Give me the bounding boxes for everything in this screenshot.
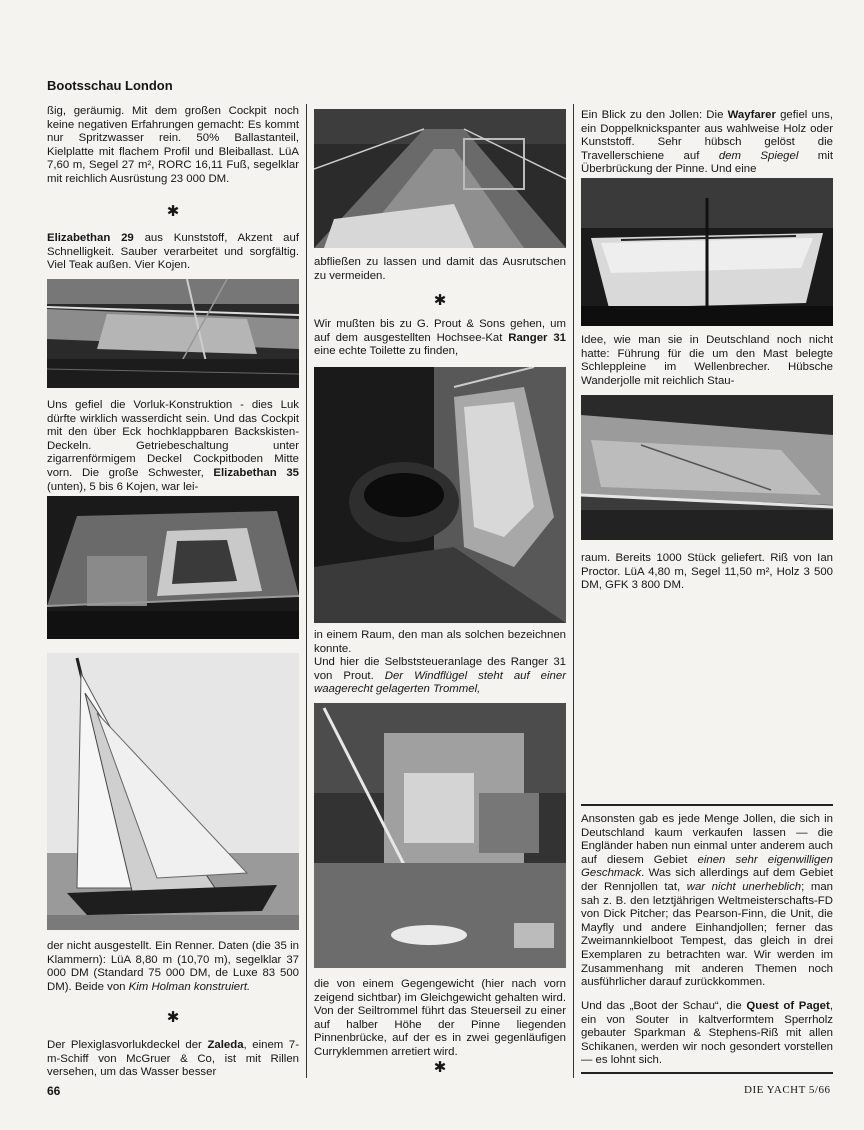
photo-ranger-31-self-steering [314,703,566,968]
photo-zaleda-foredeck [314,109,566,248]
article-paragraph: Der Plexiglasvorlukdeckel der Zaleda, einem 7-m-Schiff von McGruer & Co, ist mit Rillen versehen, um das Wasser besser [47,1039,299,1079]
article-paragraph: die von einem Gegengewicht (hier nach vorn zeigend sichtbar) im Gleichgewicht gehalten wird. Von der Seiltrommel führt das Steuerseil zu einer auf halber Höhe der Pinne liegenden Pinnenbrücke, auf der es in zwei gegenläufigen Curryklemmen arretiert wird. [314,978,566,1058]
separator-star-icon: ✱ [166,1009,180,1026]
photo-elizabethan-35-cockpit [47,496,299,639]
separator-star-icon: ✱ [166,203,180,220]
section-divider [581,804,833,806]
photo-zaleda-sailing [47,653,299,930]
bottom-rule [581,1072,833,1074]
photo-wayfarer-stern [581,178,833,326]
article-paragraph: Uns gefiel die Vorluk-Konstruktion - dies Luk dürfte wirklich wasserdicht sein. Und das Cockpit mit den über Eck hochklappbaren Backskisten-Deckeln. Getriebeschaltung unter zigarrenförmigem Deckel Cockpitboden Mitte vorn. Die große Schwester, Elizabethan 35 (unten), 5 bis 6 Kojen, war lei- [47,399,299,493]
article-paragraph: der nicht ausgestellt. Ein Renner. Daten (die 35 in Klammern): LüA 8,80 m (10,70 m), segelklar 37 000 DM (Standard 75 000 DM, de Luxe 83 500 DM). Beide von Kim Holman konstruiert. [47,940,299,993]
article-paragraph: in einem Raum, den man als solchen bezeichnen konnte. [314,629,566,655]
photo-ranger-31-toilet [314,367,566,623]
article-paragraph: abfließen zu lassen und damit das Ausrutschen zu vermeiden. [314,256,566,282]
article-paragraph: Und das „Boot der Schau“, die Quest of Paget, ein von Souter in kaltverformtem Sperrholz gebauter Sparkman & Stephens-Riß mit allen Schikanen, werden wir noch gesondert vorstellen — es lohnt sich. [581,1000,833,1067]
article-paragraph: Idee, wie man sie in Deutschland noch nicht hatte: Führung für die um den Mast belegte Schleppleine im Wellenbrecher. Hübsche Wanderjolle mit reichlich Stau- [581,334,833,387]
separator-star-icon: ✱ [433,292,447,309]
article-paragraph: ßig, geräumig. Mit dem großen Cockpit noch keine negativen Erfahrungen gemacht: Es kommt nur Spritzwasser rein. 50% Ballastanteil, Kielplatte mit flachem Profil und Bleiballast. LüA 7,60 m, Segel 27 m², RORC 16,11 Fuß, segelklar mit reichlich Ausrüstung 23 000 DM. [47,105,299,185]
article-paragraph: raum. Bereits 1000 Stück geliefert. Riß von Ian Proctor. LüA 4,80 m, Segel 11,50 m², Holz 3 500 DM, GFK 3 800 DM. [581,552,833,592]
article-paragraph: Und hier die Selbststeueranlage des Ranger 31 von Prout. Der Windflügel steht auf einer waagerecht gelagerten Trommel, [314,656,567,696]
column-rule [306,104,307,1078]
section-title: Bootsschau London [47,78,173,93]
article-paragraph: Elizabethan 29 aus Kunststoff, Akzent auf Schnelligkeit. Sauber verarbeitet und sorgfältig. Viel Teak außen. Vier Kojen. [47,232,299,272]
page-number: 66 [47,1084,61,1098]
separator-star-icon: ✱ [433,1059,447,1076]
column-rule [573,104,574,1078]
article-paragraph: Ansonsten gab es jede Menge Jollen, die sich in Deutschland kaum verkaufen lassen — die Engländer haben nun einmal unter anderem auch auf diesem Gebiet einen sehr eigenwilligen Geschmack. Was sich allerdings auf dem Gebiet der Rennjollen tat, war nicht unerheblich; man sah z. B. den letztjährigen Weltmeisterschafts-FD von Dick Pitcher; das Pearson-Finn, die Unit, die Mayfly und andere Einhandjollen; ferner das Zweimannkielboot Tempest, das gleich in drei Exemplaren zu betrachten war. Wir werden im Zusammenhang mit anderen Themen noch ausführlicher darauf zurückkommen. [581,813,834,989]
magazine-issue: DIE YACHT 5/66 [744,1084,831,1096]
photo-elizabethan-29-deck [47,279,299,388]
article-paragraph: Wir mußten bis zu G. Prout & Sons gehen, um auf dem ausgestellten Hochsee-Kat Ranger 31 eine echte Toilette zu finden, [314,318,566,358]
photo-wayfarer-bow [581,395,833,540]
article-paragraph: Ein Blick zu den Jollen: Die Wayfarer gefiel uns, ein Doppelknickspanter aus wahlweise Holz oder Kunststoff. Sehr hübsch gelöst die Travellerschiene auf dem Spiegel mit Überbrückung der Pinne. Und eine [581,109,834,176]
